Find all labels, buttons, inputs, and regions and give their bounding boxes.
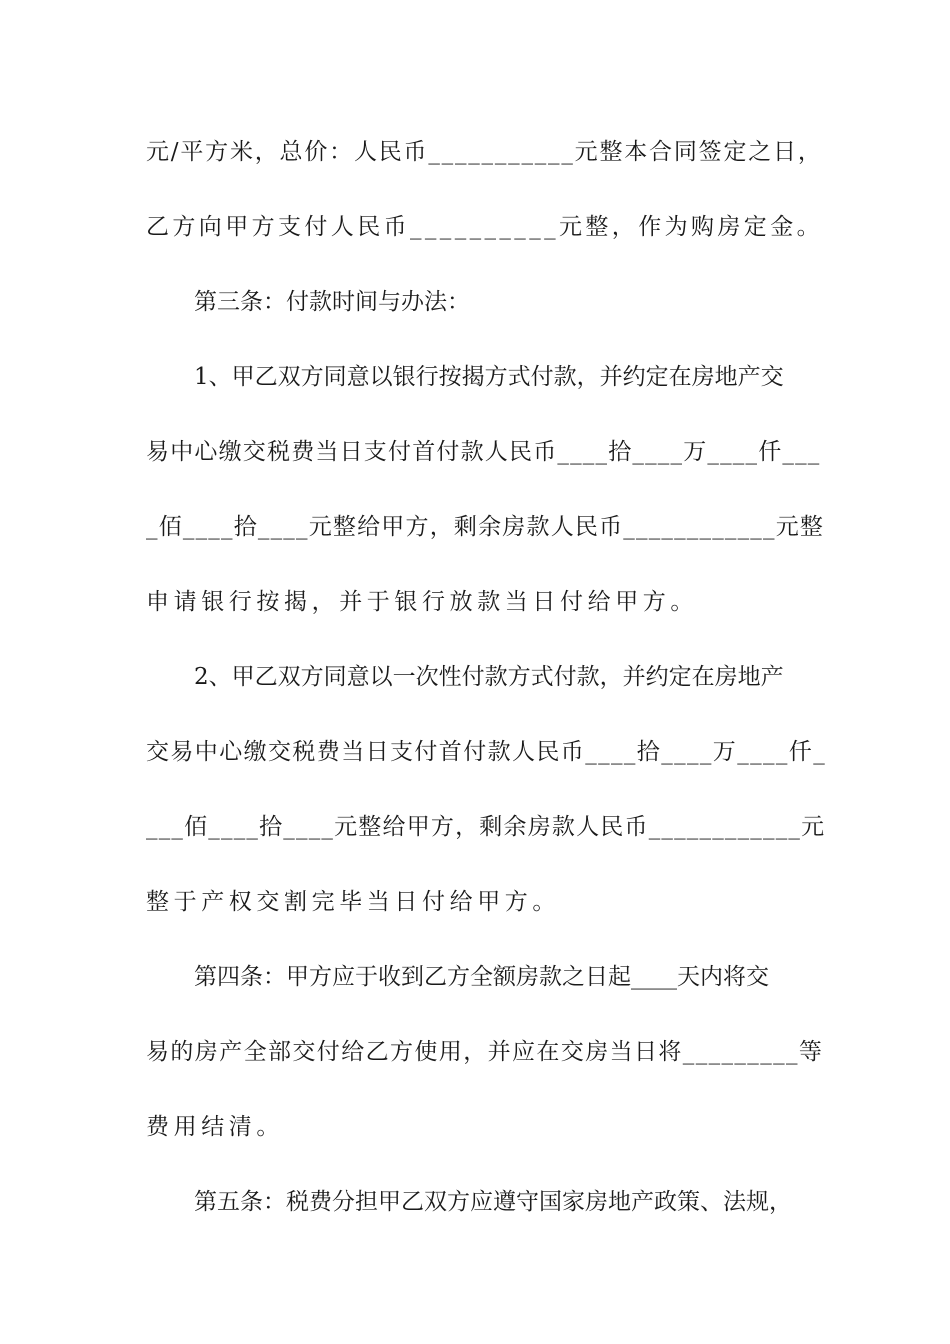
text-line-2: 乙方向甲方支付人民币__________元整，作为购房定金。 <box>146 214 823 240</box>
article-4-line-2: 易的房产全部交付给乙方使用，并应在交房当日将_________等 <box>146 1039 824 1065</box>
text-line-5: 易中心缴交税费当日支付首付款人民币____拾____万____仟___ <box>146 439 821 465</box>
text-line-9: 交易中心缴交税费当日支付首付款人民币____拾____万____仟_ <box>146 739 827 765</box>
article-4-line-3: 费用结清。 <box>146 1114 284 1140</box>
text-line-7: 申请银行按揭，并于银行放款当日付给甲方。 <box>146 589 698 615</box>
text-line-10: ___佰____拾____元整给甲方，剩余房款人民币____________元 <box>146 814 826 840</box>
article-5-line-1: 第五条：税费分担甲乙双方应遵守国家房地产政策、法规， <box>194 1189 792 1215</box>
article-3-heading: 第三条：付款时间与办法： <box>194 289 470 315</box>
text-line-1: 元/平方米，总价：人民币___________元整本合同签定之日， <box>146 139 823 165</box>
text-line-8: 2、甲乙双方同意以一次性付款方式付款，并约定在房地产 <box>194 664 784 690</box>
article-4-line-1: 第四条：甲方应于收到乙方全额房款之日起____天内将交 <box>194 964 769 990</box>
text-line-4: 1、甲乙双方同意以银行按揭方式付款，并约定在房地产交 <box>194 364 784 390</box>
text-line-11: 整于产权交割完毕当日付给甲方。 <box>146 889 560 915</box>
text-line-6: _佰____拾____元整给甲方，剩余房款人民币____________元整 <box>146 514 825 540</box>
